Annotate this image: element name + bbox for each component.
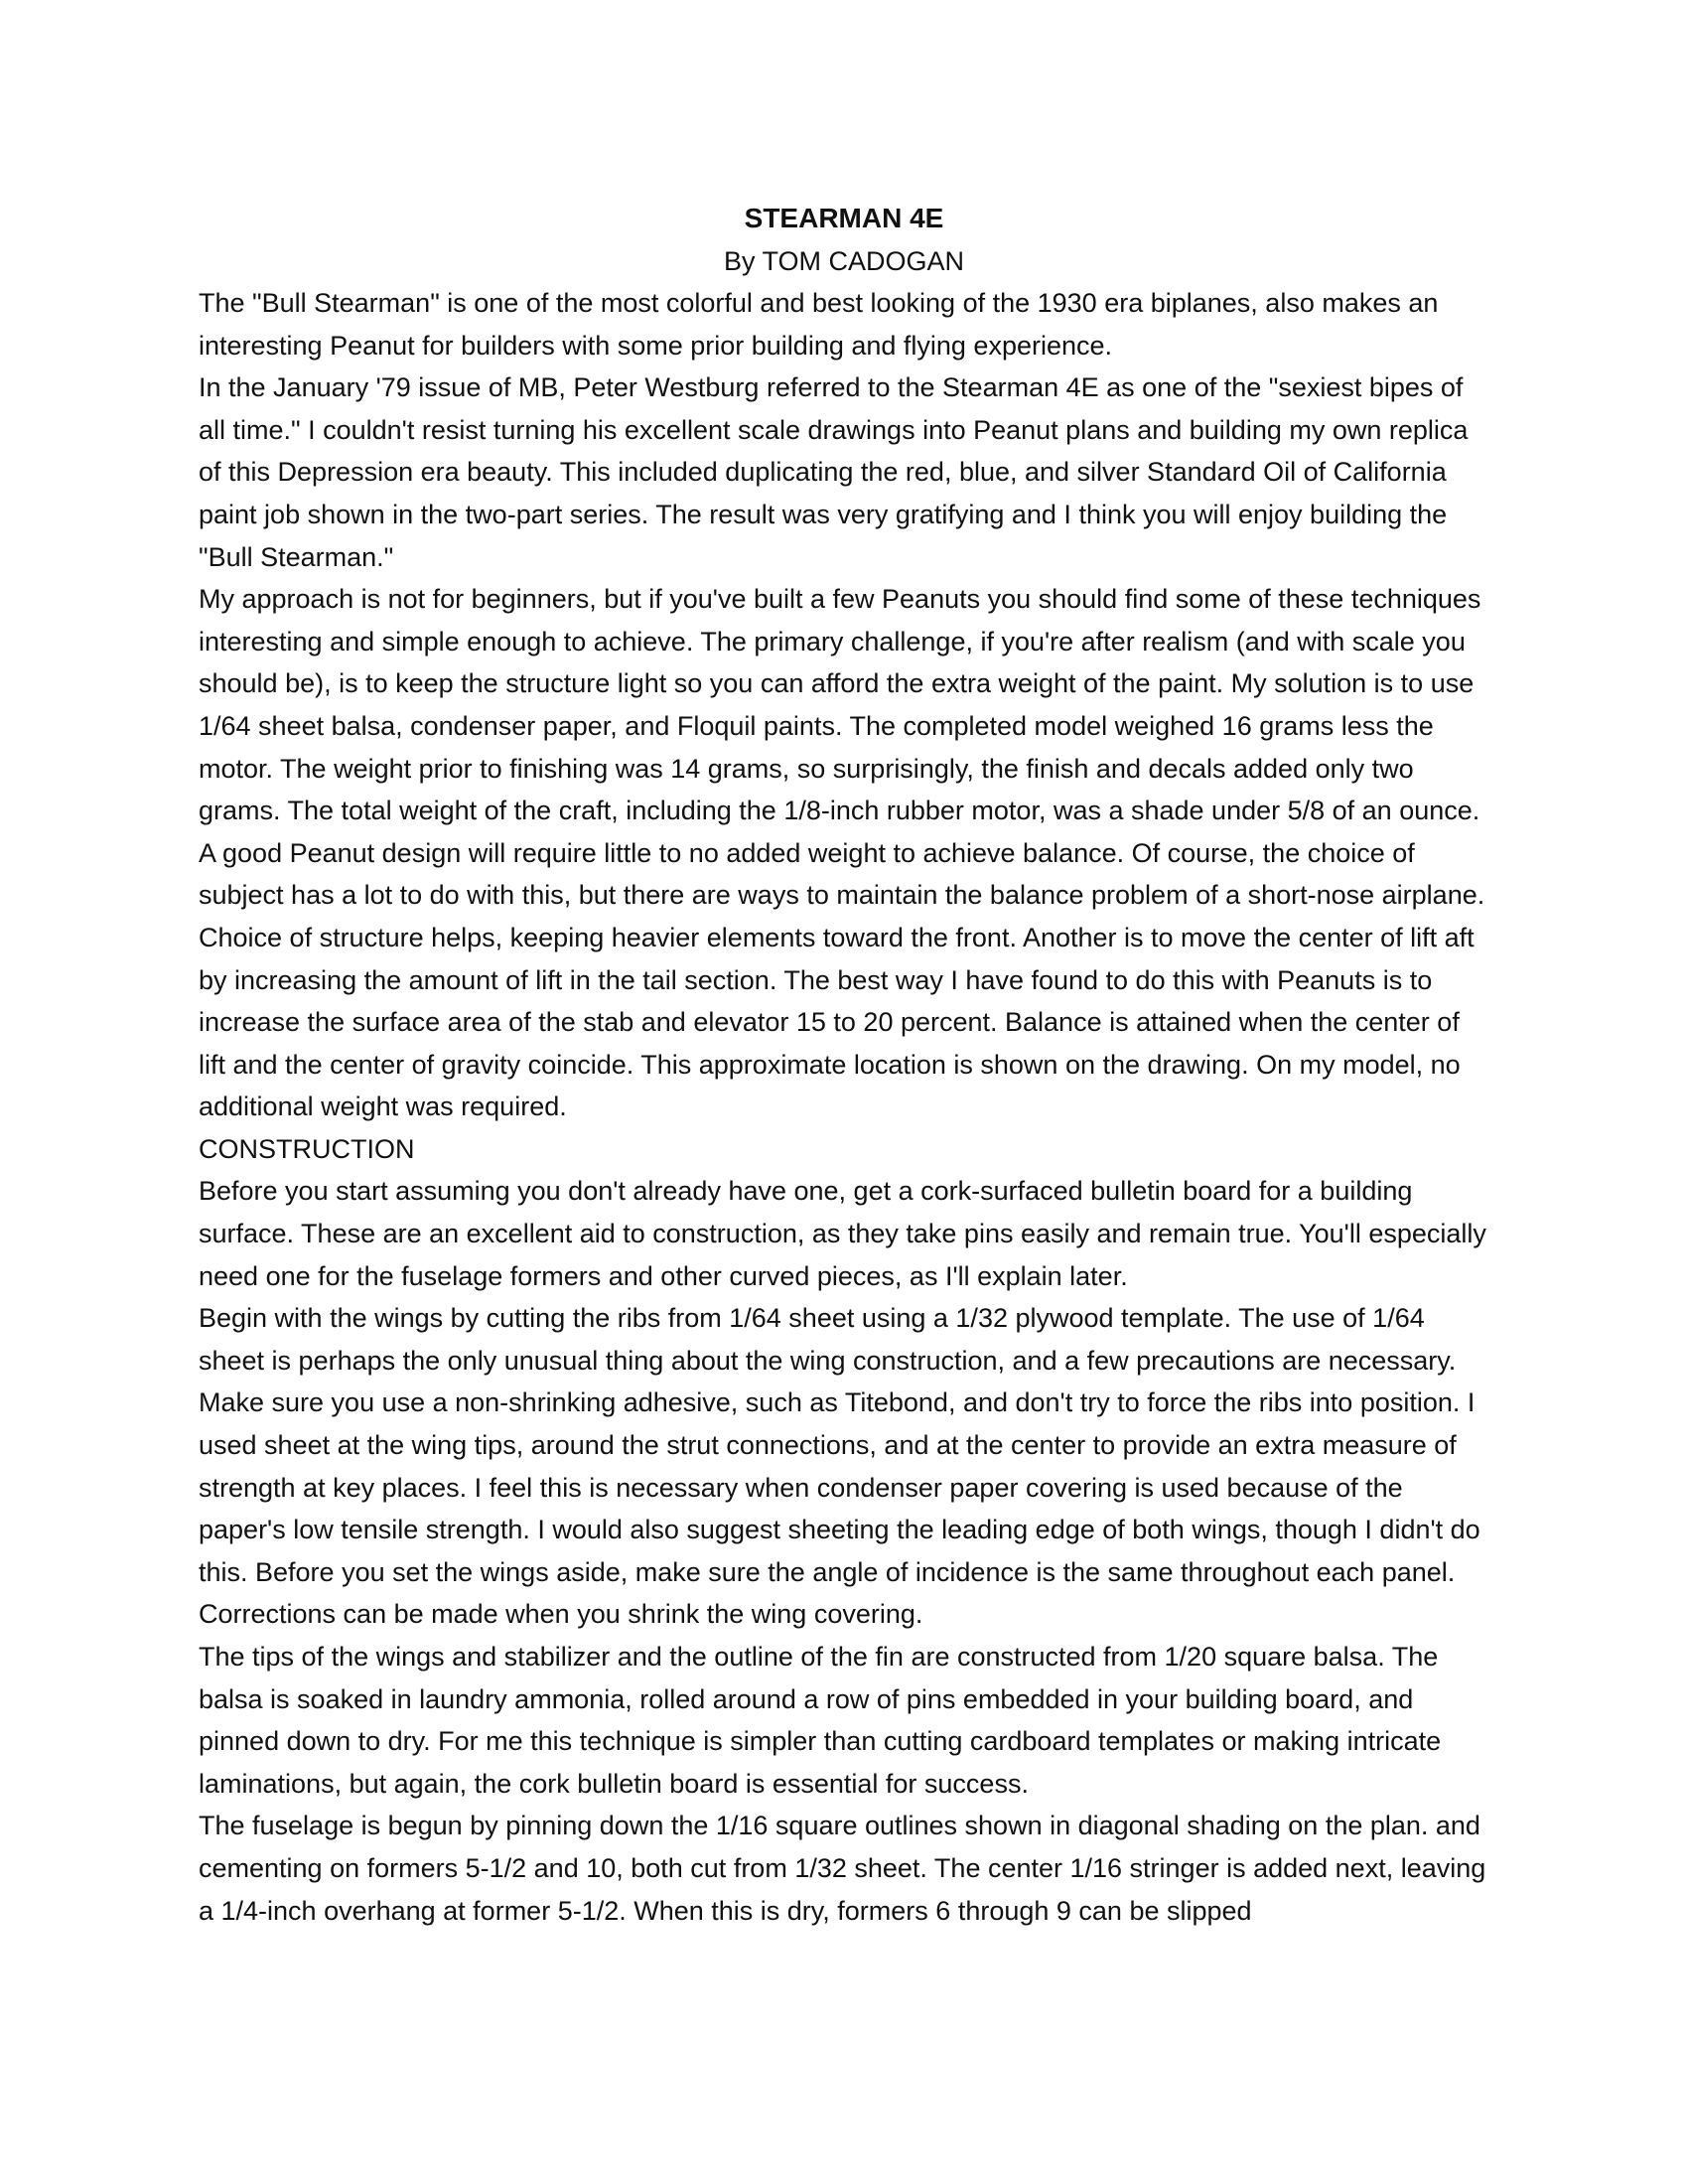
paragraph-wings: Begin with the wings by cutting the ribs from 1/64 sheet using a 1/32 plywood template. The use of 1/64 sheet is perhaps the only unusual thing about the wing construction, and a few precautions are necessary. Make sure you use a non-shrinking adhesive, such as Titebond, and don't try to force the ribs into position. I used sheet at the wing tips, around the strut connections, and at the center to provide an extra measure of strength at key places. I feel this is necessary when condenser paper covering is used because of the paper's low tensile strength. I would also suggest sheeting the leading edge of both wings, though I didn't do this. Before you set the wings aside, make sure the angle of incidence is the same throughout each panel. Corrections can be made when you shrink the wing covering. [199, 1303, 1480, 1630]
article-title: STEARMAN 4E [744, 203, 944, 233]
paragraph-fuselage: The fuselage is begun by pinning down the 1/16 square outlines shown in diagonal shading on the plan. and cementing on formers 5-1/2 and 10, both cut from 1/32 sheet. The center 1/16 stringer is added next, leaving a 1/4-inch overhang at former 5-1/2. When this is dry, formers 6 through 9 can be slipped [199, 1811, 1486, 1926]
section-heading-construction: CONSTRUCTION [199, 1133, 415, 1164]
article-body [199, 197, 1489, 1932]
paragraph-westburg: In the January '79 issue of MB, Peter Westburg referred to the Stearman 4E as one of the "sexiest bipes of all time." I couldn't resist turning his excellent scale drawings into Peanut plans and building my own replica of this Depression era beauty. This included duplicating the red, blue, and silver Standard Oil of California paint job shown in the two-part series. The result was very gratifying and I think you will enjoy building the "Bull Stearman." [199, 372, 1469, 572]
article-byline: By TOM CADOGAN [723, 246, 965, 276]
paragraph-balance: A good Peanut design will require little to no added weight to achieve balance. Of course, the choice of subject has a lot to do with this, but there are ways to maintain the balance problem of a short-nose airplane. Choice of structure helps, keeping heavier elements toward the front. Another is to move the center of lift aft by increasing the amount of lift in the tail section. The best way I have found to do this with Peanuts is to increase the surface area of the stab and elevator 15 to 20 percent. Balance is attained when the center of lift and the center of gravity coincide. This approximate location is shown on the drawing. On my model, no additional weight was required. [199, 837, 1485, 1122]
paragraph-approach: My approach is not for beginners, but if you've built a few Peanuts you should find some of these techniques interesting and simple enough to achieve. The primary challenge, if you're after realism (and with scale you should be), is to keep the structure light so you can afford the extra weight of the paint. My solution is to use 1/64 sheet balsa, condenser paper, and Floquil paints. The completed model weighed 16 grams less the motor. The weight prior to finishing was 14 grams, so surprisingly, the finish and decals added only two grams. The total weight of the craft, including the 1/8-inch rubber motor, was a shade under 5/8 of an ounce. [199, 584, 1481, 826]
paragraph-intro: The "Bull Stearman" is one of the most colorful and best looking of the 1930 era biplanes, also makes an interesting Peanut for builders with some prior building and flying experience. [199, 288, 1439, 361]
paragraph-tips: The tips of the wings and stabilizer and the outline of the fin are constructed from 1/20 square balsa. The balsa is soaked in laundry ammonia, rolled around a row of pins embedded in your building board, and pinned down to dry. For me this technique is simpler than cutting cardboard templates or making intricate laminations, but again, the cork bulletin board is essential for success. [199, 1642, 1442, 1799]
paragraph-bulletin-board: Before you start assuming you don't already have one, get a cork-surfaced bulletin board for a building surface. These are an excellent aid to construction, as they take pins easily and remain true. You'll especially need one for the fuselage formers and other curved pieces, as I'll explain later. [199, 1176, 1486, 1291]
